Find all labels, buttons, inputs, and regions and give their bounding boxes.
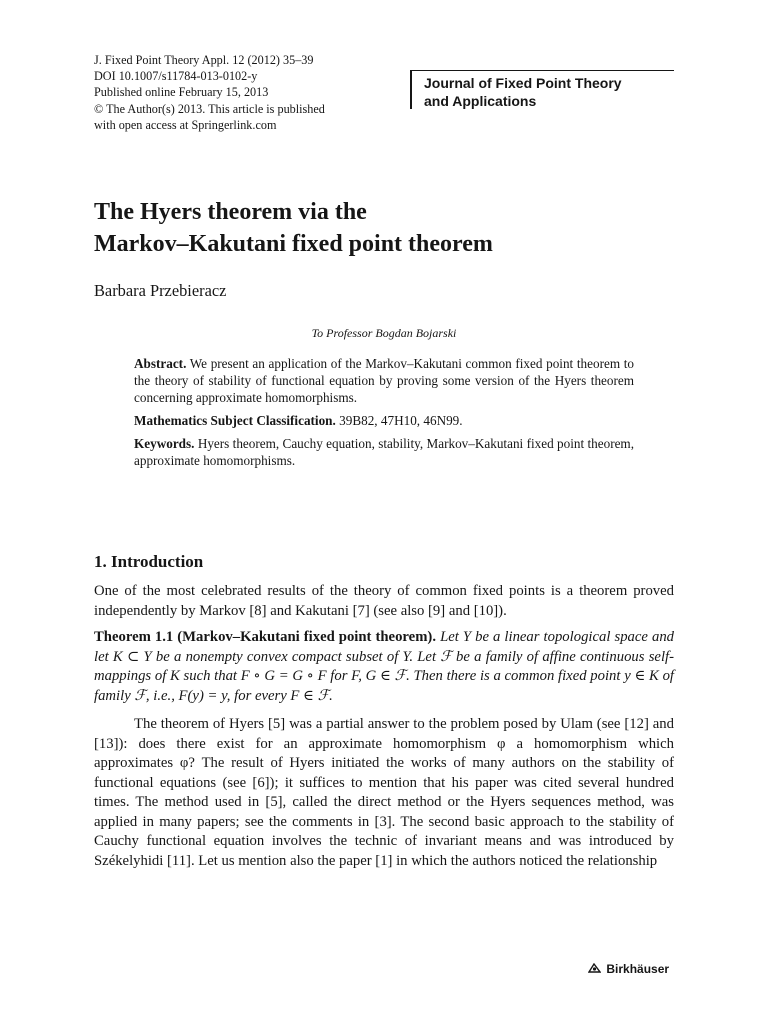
- abstract: [134, 355, 634, 406]
- keywords-label: Keywords.: [134, 436, 195, 451]
- paper-title-line: The Hyers theorem via the: [94, 199, 367, 225]
- journal-name-line: Journal of Fixed Point Theory: [424, 75, 622, 91]
- abstract-block: [134, 355, 634, 475]
- body-text: [94, 582, 674, 871]
- publisher-name: Birkhäuser: [606, 962, 670, 976]
- paper-title: [94, 196, 493, 260]
- msc: [134, 412, 634, 429]
- section-title: 1. Introduction: [94, 552, 204, 571]
- journal-name-box: [410, 70, 674, 109]
- journal-name-line: and Applications: [424, 93, 537, 109]
- theorem-1-1: [94, 628, 674, 706]
- dedication: To Professor Bogdan Bojarski: [311, 326, 457, 340]
- meta-open-access: with open access at Springerlink.com: [94, 117, 277, 132]
- meta-citation: J. Fixed Point Theory Appl. 12 (2012) 35–39: [94, 53, 314, 67]
- paper-title-line: Markov–Kakutani fixed point theorem: [94, 231, 493, 257]
- theorem-statement: Let Y be a linear topological space and let K ⊂ Y be a nonempty convex compact subset of Y. Let ℱ be a family of affine continuous self-mappings of K such that F ∘ G = G ∘ F for F, G ∈ ℱ. Then there is a common fixed point y ∈ K of family ℱ, i.e., F(y) = y, for every F ∈ ℱ.: [94, 629, 675, 704]
- keywords-text: Hyers theorem, Cauchy equation, stability, Markov–Kakutani fixed point theorem, approximate homomorphisms.: [134, 436, 634, 468]
- theorem-heading: Theorem 1.1 (Markov–Kakutani fixed point theorem).: [94, 629, 436, 645]
- meta-doi: DOI 10.1007/s11784-013-0102-y: [94, 69, 258, 84]
- intro-paragraph: One of the most celebrated results of the theory of common fixed points is a theorem proved independently by Markov [8] and Kakutani [7] (see also [9] and [10]).: [94, 583, 674, 619]
- publication-meta: [94, 52, 325, 133]
- birkhauser-logo-icon: [588, 962, 604, 976]
- hyers-paragraph: The theorem of Hyers [5] was a partial answer to the problem posed by Ulam (see [12] and [13]): does there exist for an approximate homomorphism φ a homomorphism which approximates φ? The result of Hyers initiated the works of many authors on the stability of functional equations (see [6]); it suffices to mention that his paper was cited several hundred times. The method used in [5], called the direct method or the Hyers sequences method, was applied in many papers; see the comments in [3]. The second basic approach to the stability of Cauchy functional equation involves the technic of invariant means and was introduced by Székelyhidi [11]. Let us mention also the paper [1] in which the authors noticed the relationship: [94, 716, 674, 869]
- msc-text: 39B82, 47H10, 46N99.: [339, 413, 463, 428]
- abstract-label: Abstract.: [134, 356, 187, 371]
- meta-copyright: © The Author(s) 2013. This article is published: [94, 101, 325, 116]
- author-name: Barbara Przebieracz: [94, 281, 227, 300]
- abstract-text: We present an application of the Markov–Kakutani common fixed point theorem to the theory of stability of functional equation by proving some version of the Hyers theorem concerning approximate homomorphisms.: [134, 356, 634, 405]
- msc-label: Mathematics Subject Classification.: [134, 413, 336, 428]
- meta-published-date: Published online February 15, 2013: [94, 85, 269, 100]
- keywords: [134, 435, 634, 469]
- journal-name: [424, 74, 622, 110]
- publisher-mark: [588, 962, 669, 976]
